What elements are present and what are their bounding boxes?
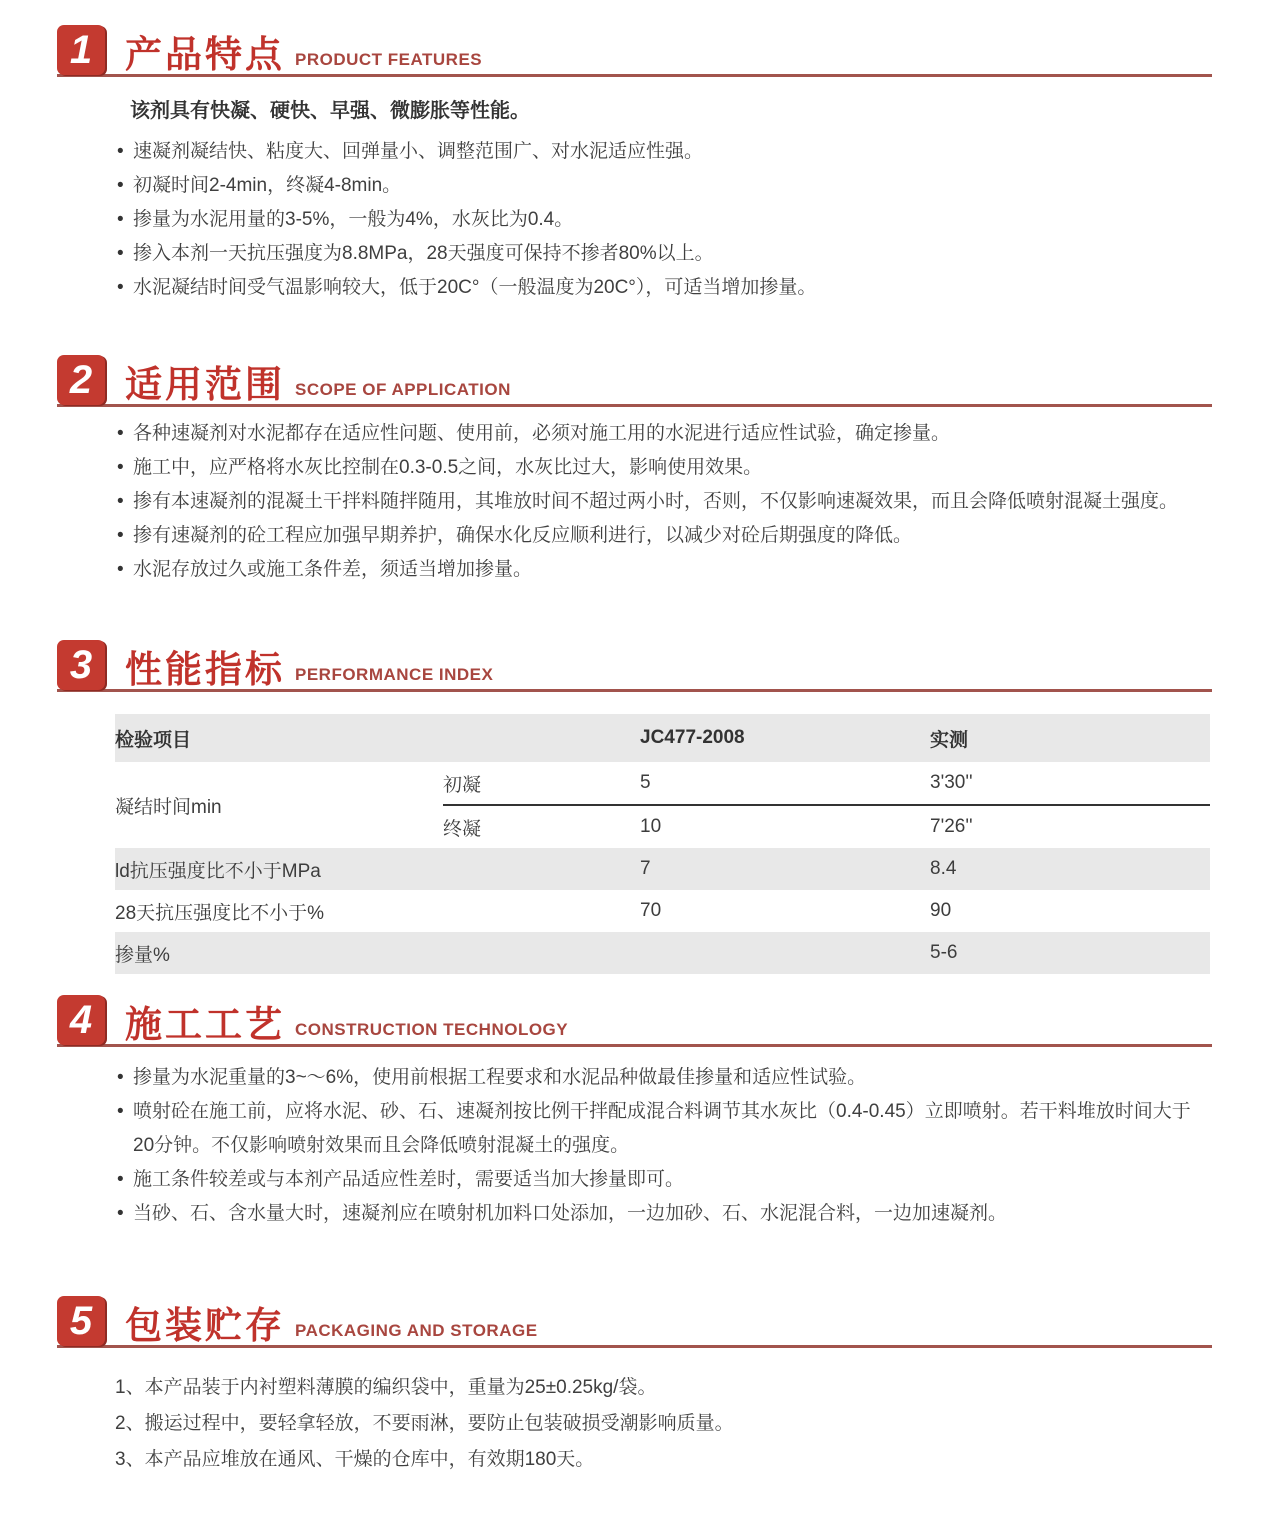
list-item: 2、搬运过程中，要轻拿轻放，不要雨淋，要防止包装破损受潮影响质量。 xyxy=(115,1413,734,1434)
section-subtitle-en: PACKAGING AND STORAGE xyxy=(295,1321,538,1340)
section-header xyxy=(57,990,1212,1047)
table-row xyxy=(115,762,1210,805)
features-bullet-list xyxy=(115,135,1210,305)
features-intro-text: 该剂具有快凝、硬快、早强、微膨胀等性能。 xyxy=(130,100,530,122)
cell-measured-value: 90 xyxy=(930,900,952,921)
row-label-28d-strength: 28天抗压强度比不小于% xyxy=(115,902,325,924)
construction-bullet-list xyxy=(115,1061,1210,1231)
list-item: • 施工中，应严格将水灰比控制在0.3-0.5之间，水灰比过大，影响使用效果。 xyxy=(115,451,1210,485)
cell-standard-value: 5 xyxy=(640,772,651,793)
list-item: • 各种速凝剂对水泥都存在适应性问题、使用前，必须对施工用的水泥进行适应性试验，确定掺量。 xyxy=(115,417,1210,451)
section-number-badge: 5 xyxy=(57,1296,105,1346)
list-item: • 水泥凝结时间受气温影响较大，低于20C°（一般温度为20C°），可适当增加掺量。 xyxy=(115,271,1210,305)
list-item: • 速凝剂凝结快、粘度大、回弹量小、调整范围广、对水泥适应性强。 xyxy=(115,135,1210,169)
list-item: • 当砂、石、含水量大时，速凝剂应在喷射机加料口处添加，一边加砂、石、水泥混合料，一边加速凝剂。 xyxy=(115,1197,1210,1231)
cell-standard-value: 70 xyxy=(640,900,662,921)
section-number-badge: 1 xyxy=(57,25,105,75)
section-title: 施工工艺 xyxy=(125,1004,285,1045)
cell-standard-value: 10 xyxy=(640,805,930,848)
list-item: • 施工条件较差或与本剂产品适应性差时，需要适当加大掺量即可。 xyxy=(115,1163,1210,1197)
packaging-numbered-list xyxy=(115,1370,1210,1478)
table-row xyxy=(115,848,1210,890)
section-number-badge: 4 xyxy=(57,995,105,1045)
table-row xyxy=(115,932,1210,974)
list-item: • 掺有速凝剂的砼工程应加强早期养护，确保水化反应顺利进行，以减少对砼后期强度的降低。 xyxy=(115,519,1210,553)
list-item: • 掺量为水泥用量的3-5%，一般为4%，水灰比为0.4。 xyxy=(115,203,1210,237)
list-item: • 初凝时间2-4min，终凝4-8min。 xyxy=(115,169,1210,203)
section-title: 适用范围 xyxy=(125,364,285,405)
section-packaging-storage xyxy=(0,1291,1280,1478)
section-header xyxy=(57,1291,1212,1348)
cell-measured-value: 7'26'' xyxy=(930,805,1210,848)
list-item: • 掺入本剂一天抗压强度为8.8MPa，28天强度可保持不掺者80%以上。 xyxy=(115,237,1210,271)
section-scope-of-application xyxy=(0,350,1280,587)
cell-standard-value: 7 xyxy=(640,858,651,879)
scope-bullet-list xyxy=(115,417,1210,587)
cell-standard-value xyxy=(640,932,930,974)
sub-label-final-set: 终凝 xyxy=(443,805,640,848)
row-label-dosage: 掺量% xyxy=(115,944,170,966)
list-item: 1、本产品装于内衬塑料薄膜的编织袋中，重量为25±0.25kg/袋。 xyxy=(115,1377,657,1398)
list-item: • 水泥存放过久或施工条件差，须适当增加掺量。 xyxy=(115,553,1210,587)
sub-label-initial-set: 初凝 xyxy=(443,774,482,796)
section-product-features xyxy=(0,20,1280,305)
section-performance-index xyxy=(0,635,1280,974)
performance-index-table xyxy=(115,714,1210,974)
row-label-setting-time: 凝结时间min xyxy=(115,796,222,818)
section-subtitle-en: CONSTRUCTION TECHNOLOGY xyxy=(295,1020,569,1039)
section-title: 性能指标 xyxy=(125,649,285,690)
cell-measured-value: 3'30'' xyxy=(930,772,973,793)
table-header-row xyxy=(115,714,1210,762)
list-item: • 掺有本速凝剂的混凝土干拌料随拌随用，其堆放时间不超过两小时，否则，不仅影响速凝效果，而且会降低喷射混凝土强度。 xyxy=(115,485,1210,519)
section-header xyxy=(57,635,1212,692)
cell-measured-value: 5-6 xyxy=(930,942,958,963)
section-subtitle-en: SCOPE OF APPLICATION xyxy=(295,380,511,399)
section-header xyxy=(57,20,1212,77)
list-item: • 掺量为水泥重量的3~～6%，使用前根据工程要求和水泥品种做最佳掺量和适应性试验。 xyxy=(115,1061,1210,1095)
column-header-measured: 实测 xyxy=(930,729,969,751)
section-number-badge: 2 xyxy=(57,355,105,405)
cell-measured-value: 8.4 xyxy=(930,858,957,879)
section-title: 产品特点 xyxy=(125,34,285,75)
list-item: 3、本产品应堆放在通风、干燥的仓库中，有效期180天。 xyxy=(115,1449,595,1470)
list-item: • 喷射砼在施工前，应将水泥、砂、石、速凝剂按比例干拌配成混合料调节其水灰比（0.4-0.45）立即喷射。若干料堆放时间大于20分钟。不仅影响喷射效果而且会降低喷射混凝土的强度。 xyxy=(115,1095,1210,1163)
row-label-1d-strength: ld抗压强度比不小于MPa xyxy=(115,860,321,882)
section-subtitle-en: PERFORMANCE INDEX xyxy=(295,665,494,684)
column-header-item: 检验项目 xyxy=(115,729,192,751)
section-header xyxy=(57,350,1212,407)
section-subtitle-en: PRODUCT FEATURES xyxy=(295,50,483,69)
table-row xyxy=(115,890,1210,932)
section-title: 包装贮存 xyxy=(125,1305,285,1346)
section-number-badge: 3 xyxy=(57,640,105,690)
section-construction-technology xyxy=(0,990,1280,1231)
column-header-standard: JC477-2008 xyxy=(640,727,745,748)
